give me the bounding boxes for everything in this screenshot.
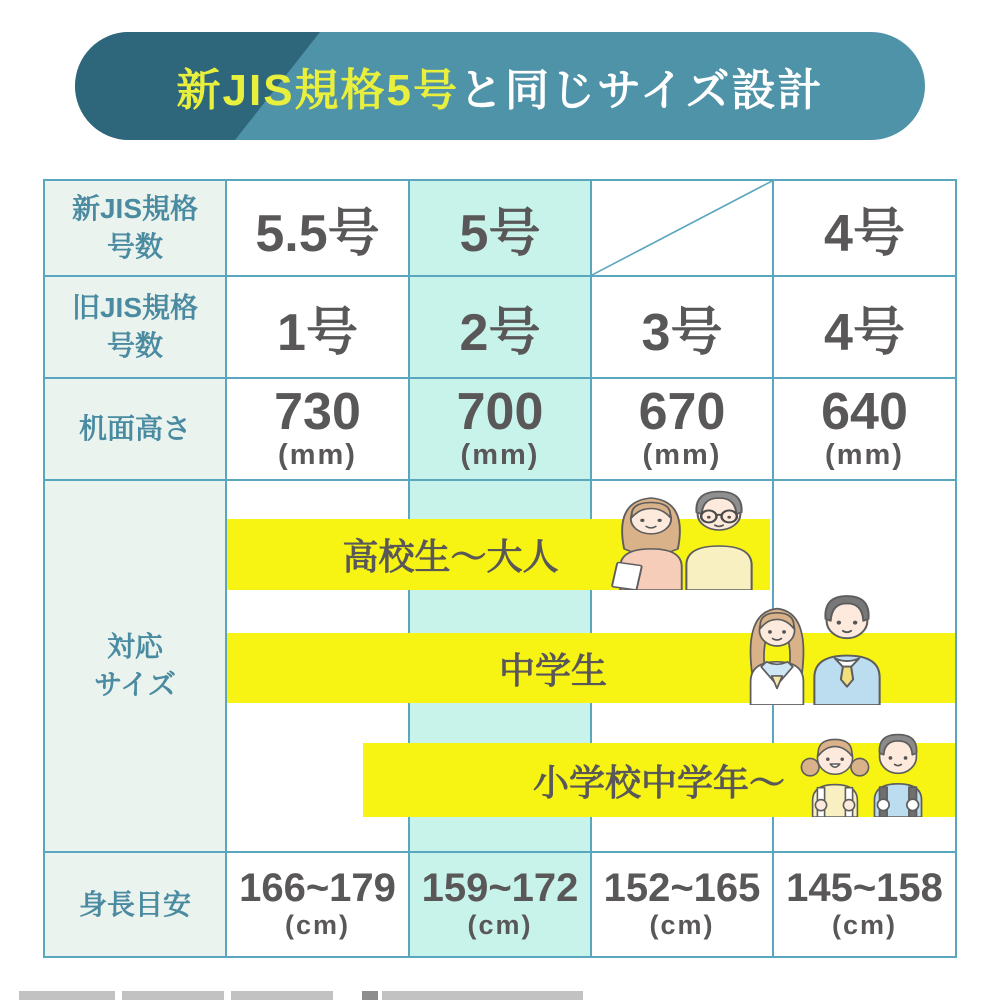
table-cell-height-3: 670 (mm) <box>592 379 774 481</box>
table-cell-new-jis-4: 4号 <box>774 181 955 277</box>
band-elementary: 小学校中学年～ <box>363 743 955 817</box>
elementary-boy-illustration <box>856 724 940 817</box>
table-cell-stature-4: 145~158 (cm) <box>774 853 955 956</box>
row-header-old-jis: 旧JIS規格 号数 <box>45 277 227 379</box>
table-cell-height-2-highlight: 700 (mm) <box>410 379 592 481</box>
table-cell-old-jis-4: 4号 <box>774 277 955 379</box>
table-cell-new-jis-1: 5.5号 <box>227 181 410 277</box>
teen-boy-illustration <box>796 586 898 705</box>
title-banner <box>75 32 925 140</box>
table-cell-height-4: 640 (mm) <box>774 379 955 481</box>
table-cell-old-jis-2-highlight: 2号 <box>410 277 592 379</box>
page-title <box>177 54 824 118</box>
cutoff-fragment <box>122 991 224 1000</box>
cutoff-fragment <box>382 991 583 1000</box>
band-junior-high: 中学生 <box>227 633 955 703</box>
table-cell-stature-3: 152~165 (cm) <box>592 853 774 956</box>
table-cell-new-jis-2-highlight: 5号 <box>410 181 592 277</box>
table-cell-stature-2-highlight: 159~172 (cm) <box>410 853 592 956</box>
title-rest: と同じサイズ設計 <box>459 66 824 115</box>
table-cell-new-jis-3-diagonal <box>592 181 774 277</box>
row-header-new-jis: 新JIS規格 号数 <box>45 181 227 277</box>
row-header-desk-height: 机面高さ <box>45 379 227 481</box>
table-cell-height-1: 730 (mm) <box>227 379 410 481</box>
title-highlight: 新JIS規格5号 <box>176 66 460 115</box>
cutoff-fragment <box>19 991 115 1000</box>
row-header-size-support: 対応 サイズ <box>45 481 227 853</box>
diagonal-slash <box>592 181 772 275</box>
row-header-height-guide: 身長目安 <box>45 853 227 956</box>
adult-man-illustration <box>668 482 770 590</box>
cutoff-fragment <box>231 991 333 1000</box>
table-cell-old-jis-1: 1号 <box>227 277 410 379</box>
band-highschool-adult: 高校生～大人 <box>227 519 770 590</box>
table-cell-old-jis-3: 3号 <box>592 277 774 379</box>
table-cell-stature-1: 166~179 (cm) <box>227 853 410 956</box>
cutoff-fragment <box>362 991 378 1000</box>
